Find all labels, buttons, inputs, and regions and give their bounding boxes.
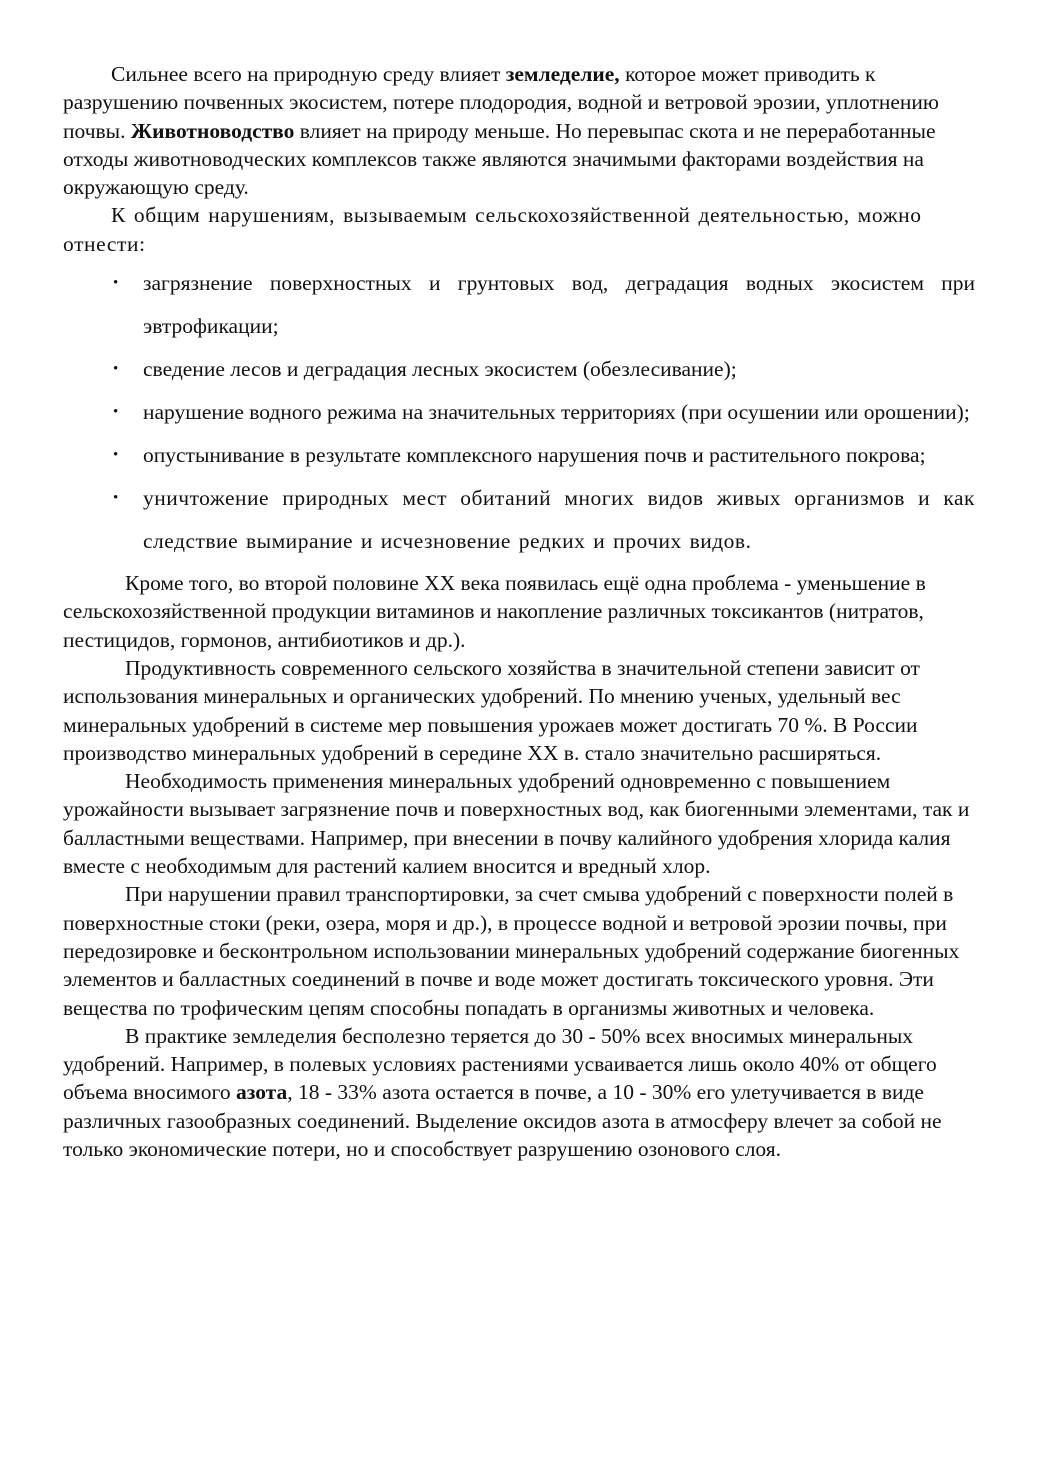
list-item-text: уничтожение природных мест обитаний многих видов живых организмов и как следствие вымирание и исчезновение редких и прочих видов. (143, 486, 975, 554)
bullet-icon: • (113, 490, 119, 507)
text-run: Сильнее всего на природную среду влияет (111, 62, 506, 86)
bullet-icon: • (113, 404, 119, 421)
paragraph-nitrogen-losses (63, 1022, 975, 1163)
paragraph-agriculture-impact (63, 60, 975, 201)
list-item (63, 262, 975, 348)
text-run: В практике земледелия бесполезно теряется до 30 - 50% всех вносимых минеральных удобрений. Например, в полевых условиях растениями усваивается лишь около 40% от общего объема вносимого (63, 1023, 937, 1105)
text-run: которое может приводить к разрушению почвенных экосистем, потере плодородия, водной и ветровой эрозии, уплотнению почвы. (63, 62, 939, 143)
paragraph-fertilizer-pollution: Необходимость применения минеральных удобрений одновременно с повышением урожайности вызывает загрязнение почв и поверхностных вод, как биогенными элементами, так и балластными веществами. Например, при внесении в почву калийного удобрения хлорида калия вместе с необходимым для растений калием вносится и вредный хлор. (63, 769, 970, 879)
list-item-text: сведение лесов и деградация лесных экосистем (обезлесивание); (143, 357, 737, 382)
list-item (63, 477, 975, 563)
text-run: , 18 - 33% азота остается в почве, а 10 - 30% его улетучивается в виде различных газообразных соединений. Выделение оксидов азота в атмосферу влечет за собой не только экономические потери, но и способствует разрушению озонового слоя. (63, 1080, 942, 1162)
list-item-text: нарушение водного режима на значительных территориях (при осушении или орошении); (143, 400, 970, 425)
bold-term-livestock: Животноводство (130, 118, 295, 143)
paragraph-fertilizer-productivity: Продуктивность современного сельского хозяйства в значительной степени зависит от использования минеральных и органических удобрений. По мнению ученых, удельный вес минеральных удобрений в системе мер повышения урожаев может достигать 70 %. В России производство минеральных удобрений в середине XX в. стало значительно расширяться. (63, 655, 920, 765)
bullet-icon: • (113, 361, 119, 378)
paragraph-transport-violations: При нарушении правил транспортировки, за счет смыва удобрений с поверхности полей в поверхностные стоки (реки, озера, моря и др.), в процессе водной и ветровой эрозии почвы, при передозировке и бесконтрольном использовании минеральных удобрений содержание биогенных элементов и балластных соединений в почве и воде может достигать токсического уровня. Эти вещества по трофическим цепям способны попадать в организмы животных и человека. (63, 882, 960, 1020)
list-item (63, 391, 975, 434)
list-item (63, 434, 975, 477)
bold-term-agriculture: земледелие, (505, 62, 620, 86)
paragraph-violations-intro: К общим нарушениям, вызываемым сельскохозяйственной деятельностью, можно отнести: (63, 203, 922, 256)
violations-list (63, 262, 975, 563)
document-page (63, 60, 975, 1163)
bullet-icon: • (113, 275, 119, 292)
text-run: влияет на природу меньше. Но перевыпас скота и не переработанные отходы животноводческих комплексов также являются значимыми факторами воздействия на окружающую среду. (63, 118, 936, 200)
list-item-text: загрязнение поверхностных и грунтовых вод, деградация водных экосистем при эвтрофикации; (143, 271, 975, 339)
list-item (63, 348, 975, 391)
bullet-icon: • (113, 447, 119, 464)
list-item-text: опустынивание в результате комплексного нарушения почв и растительного покрова; (143, 443, 926, 468)
bold-term-nitrogen: азота (235, 1080, 288, 1105)
paragraph-vitamins-toxicants: Кроме того, во второй половине XX века появилась ещё одна проблема - уменьшение в сельскохозяйственной продукции витаминов и накопление различных токсикантов (нитратов, пестицидов, гормонов, антибиотиков и др.). (63, 571, 926, 652)
